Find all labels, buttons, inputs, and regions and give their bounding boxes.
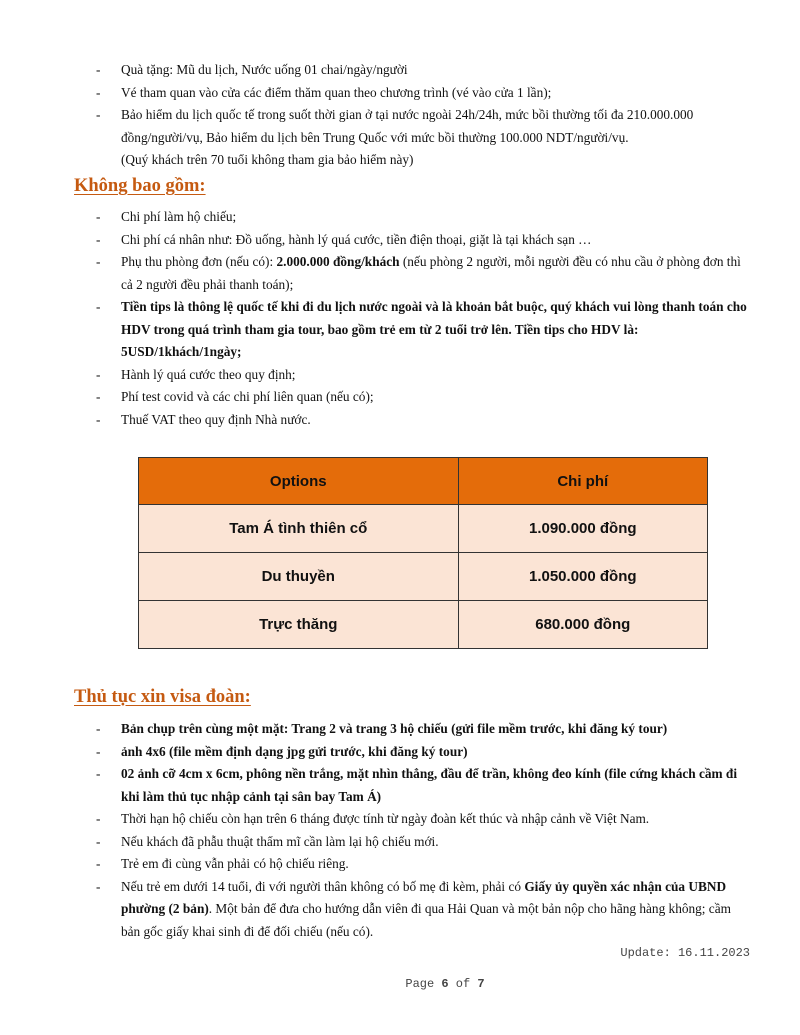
- list-item: - Thời hạn hộ chiếu còn hạn trên 6 tháng được tính từ ngày đoàn kết thúc và nhập cảnh về Việt Nam.: [96, 811, 650, 826]
- included-list: [0, 59, 800, 172]
- visa-list: [0, 718, 800, 943]
- not-included-list: [0, 206, 800, 431]
- list-item: - Thuế VAT theo quy định Nhà nước.: [96, 411, 311, 427]
- option-price: 1.090.000 đồng: [458, 505, 707, 553]
- list-item: - Nếu trẻ em dưới 14 tuổi, đi với người thân không có bố mẹ đi kèm, phải có Giấy ủy quyền xác nhận của UBND phường (2 bản). Một bản để đưa cho hướng dẫn viên đi qua Hải Quan và một bản nộp cho hãng hàng không; cầm bản gốc giấy khai sinh đi để đối chiếu (nếu có).: [96, 878, 731, 939]
- table-row: [139, 601, 708, 649]
- table-header-row: [139, 458, 708, 505]
- table-row: [139, 553, 708, 601]
- visa-heading: Thủ tục xin visa đoàn:: [74, 687, 251, 707]
- list-item: - Hành lý quá cước theo quy định;: [96, 366, 296, 382]
- option-price: 1.050.000 đồng: [458, 553, 707, 601]
- list-item: - Vé tham quan vào cửa các điểm thăm quan theo chương trình (vé vào cửa 1 lần);: [96, 84, 552, 100]
- table-row: [139, 505, 708, 553]
- list-item: - Chi phí cá nhân như: Đồ uống, hành lý quá cước, tiền điện thoại, giặt là tại khách sạn …: [96, 231, 592, 247]
- list-item: - Bản chụp trên cùng một mặt: Trang 2 và trang 3 hộ chiếu (gửi file mềm trước, khi đăng ký tour): [96, 721, 668, 736]
- insurance-note: (Quý khách trên 70 tuổi không tham gia bảo hiểm này): [121, 152, 414, 167]
- update-date: Update: 16.11.2023: [620, 946, 750, 960]
- list-item: - Tiền tips là thông lệ quốc tế khi đi du lịch nước ngoài và là khoản bắt buộc, quý khách vui lòng thanh toán cho HDV trong quá trình tham gia tour, bao gồm trẻ em từ 2 tuổi trở lên. Tiền tips cho HDV là: 5USD/1khách/1ngày;: [96, 299, 747, 359]
- list-item: - ảnh 4x6 (file mềm định dạng jpg gửi trước, khi đăng ký tour): [96, 743, 468, 759]
- option-name: Tam Á tình thiên cổ: [139, 505, 459, 553]
- option-name: Trực thăng: [139, 601, 459, 649]
- list-item: - Bảo hiểm du lịch quốc tế trong suốt thời gian ở tại nước ngoài 24h/24h, mức bồi thường tối đa 210.000.000 đồng/người/vụ, Bảo hiểm du lịch bên Trung Quốc với mức bồi thường 100.000 NDT/người/vụ. (Quý khách trên 70 tuổi không tham gia bảo hiểm này): [0, 104, 800, 172]
- list-item: - Phụ thu phòng đơn (nếu có): 2.000.000 đồng/khách (nếu phòng 2 người, mỗi người đều có nhu cầu ở phòng đơn thì cả 2 người đều phải thanh toán);: [96, 254, 741, 292]
- list-item: - Trẻ em đi cùng vẫn phải có hộ chiếu riêng.: [96, 856, 349, 871]
- option-name: Du thuyền: [139, 553, 459, 601]
- list-item: - Chi phí làm hộ chiếu;: [96, 209, 237, 224]
- option-price: 680.000 đồng: [458, 601, 707, 649]
- options-column-header: Options: [139, 458, 459, 505]
- list-item: - 02 ảnh cỡ 4cm x 6cm, phông nền trắng, mặt nhìn thẳng, đầu để trần, không đeo kính (file cứng khách cầm đi khi làm thủ tục nhập cảnh tại sân bay Tam Á): [96, 766, 738, 804]
- list-item: - Quà tặng: Mũ du lịch, Nước uống 01 chai/ngày/người: [96, 62, 408, 77]
- not-included-heading: Không bao gồm:: [74, 176, 206, 196]
- options-table: [138, 457, 708, 649]
- price-column-header: Chi phí: [458, 458, 707, 505]
- list-item: - Nếu khách đã phẫu thuật thẩm mĩ cần làm lại hộ chiếu mới.: [96, 833, 439, 849]
- list-item: - Phí test covid và các chi phí liên quan (nếu có);: [96, 389, 374, 404]
- page-number: Page 6 of 7: [405, 977, 485, 991]
